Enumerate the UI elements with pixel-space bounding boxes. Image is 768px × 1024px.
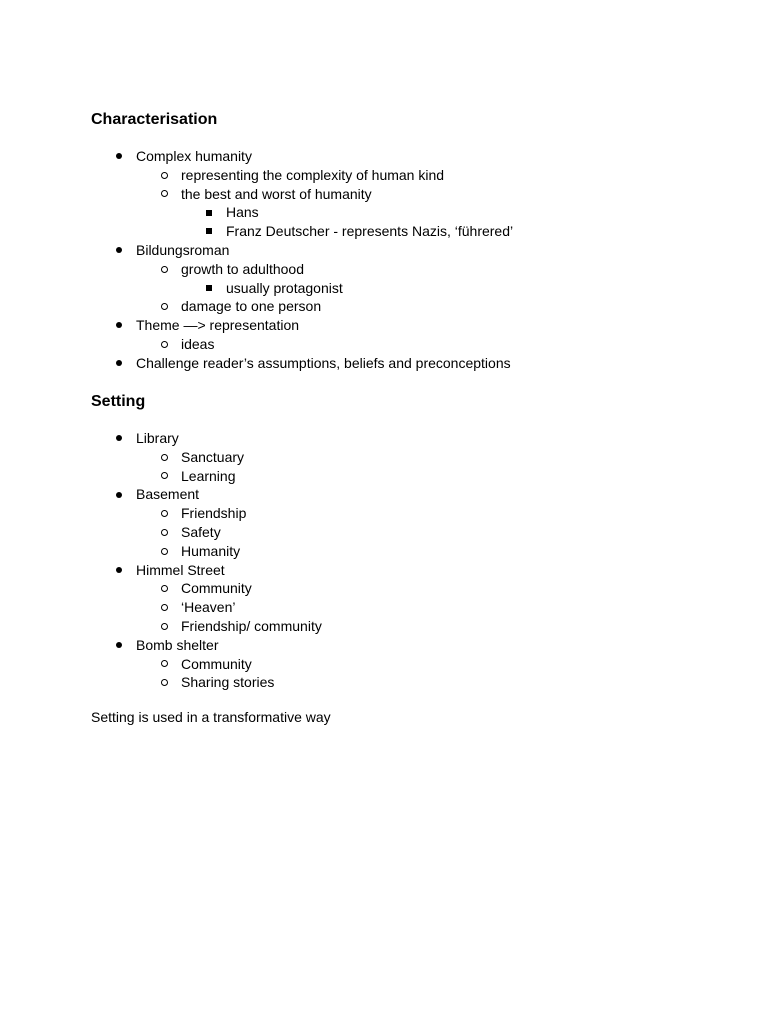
disc-bullet-icon xyxy=(113,636,125,655)
list-item xyxy=(136,467,731,486)
disc-bullet-icon xyxy=(113,429,125,448)
list-item xyxy=(91,561,731,636)
list-item-label: Bildungsroman xyxy=(136,241,230,258)
list-item-label: Theme —> representation xyxy=(136,317,300,334)
circle-bullet-icon xyxy=(158,542,170,561)
circle-bullet-icon xyxy=(158,297,170,316)
list-item xyxy=(136,523,731,542)
square-bullet-icon xyxy=(203,203,215,222)
circle-bullet-icon xyxy=(158,504,170,523)
list-item-label: Community xyxy=(181,655,252,672)
list-item xyxy=(181,203,731,222)
circle-bullet-icon xyxy=(158,673,170,692)
square-bullet-icon xyxy=(203,279,215,298)
list-item xyxy=(91,429,731,485)
list-item xyxy=(136,448,731,467)
list-item-label: Friendship/ community xyxy=(181,617,322,634)
list-item xyxy=(91,636,731,692)
circle-bullet-icon xyxy=(158,617,170,636)
circle-bullet-icon xyxy=(158,260,170,279)
heading-setting: Setting xyxy=(91,393,146,410)
list-item-label: ‘Heaven’ xyxy=(181,599,236,616)
list-item xyxy=(91,147,731,241)
circle-bullet-icon xyxy=(158,523,170,542)
circle-bullet-icon xyxy=(158,335,170,354)
circle-bullet-icon xyxy=(158,467,170,486)
list-item-label: Learning xyxy=(181,467,236,484)
list-item-label: Challenge reader’s assumptions, beliefs and preconceptions xyxy=(136,354,511,371)
list-item-label: Hans xyxy=(226,204,259,221)
list-item-label: ideas xyxy=(181,335,215,352)
heading-characterisation: Characterisation xyxy=(91,111,218,128)
list-item-label: Franz Deutscher - represents Nazis, ‘führered’ xyxy=(226,223,514,240)
list-item-label: the best and worst of humanity xyxy=(181,185,372,202)
disc-bullet-icon xyxy=(113,241,125,260)
circle-bullet-icon xyxy=(158,579,170,598)
list-item-label: Himmel Street xyxy=(136,561,225,578)
list-item xyxy=(136,185,731,241)
list-item xyxy=(136,579,731,598)
list-item-label: Complex humanity xyxy=(136,148,252,164)
disc-bullet-icon xyxy=(113,485,125,504)
list-item xyxy=(136,598,731,617)
list-item-label: Sharing stories xyxy=(181,674,275,691)
list-item-label: Library xyxy=(136,430,179,446)
disc-bullet-icon xyxy=(113,316,125,335)
list-item xyxy=(136,335,731,354)
list-item-label: Humanity xyxy=(181,542,241,559)
list-item-label: representing the complexity of human kind xyxy=(181,166,445,183)
disc-bullet-icon xyxy=(113,354,125,373)
disc-bullet-icon xyxy=(113,561,125,580)
circle-bullet-icon xyxy=(158,185,170,204)
list-item-label: Bomb shelter xyxy=(136,636,219,653)
circle-bullet-icon xyxy=(158,655,170,674)
list-item xyxy=(136,673,731,692)
square-bullet-icon xyxy=(203,222,215,241)
list-item-label: damage to one person xyxy=(181,298,322,315)
list-item xyxy=(136,297,731,316)
closing-note: Setting is used in a transformative way xyxy=(91,709,331,725)
list-item-label: Safety xyxy=(181,523,221,540)
list-item-label: Friendship xyxy=(181,505,247,522)
circle-bullet-icon xyxy=(158,448,170,467)
list-item xyxy=(136,655,731,674)
list-item xyxy=(136,166,731,185)
list-item xyxy=(91,316,731,354)
disc-bullet-icon xyxy=(113,147,125,166)
list-item xyxy=(136,260,731,298)
list-item-label: Sanctuary xyxy=(181,448,245,465)
list-item xyxy=(181,279,731,298)
list-item-label: usually protagonist xyxy=(226,279,343,296)
list-item xyxy=(91,485,731,560)
list-item-label: Basement xyxy=(136,486,200,503)
characterisation-list xyxy=(91,147,731,373)
circle-bullet-icon xyxy=(158,598,170,617)
list-item xyxy=(91,241,731,316)
list-item-label: growth to adulthood xyxy=(181,260,304,277)
list-item xyxy=(136,504,731,523)
list-item xyxy=(136,617,731,636)
list-item xyxy=(181,222,731,241)
list-item xyxy=(91,354,731,373)
list-item-label: Community xyxy=(181,580,252,597)
list-item xyxy=(136,542,731,561)
circle-bullet-icon xyxy=(158,166,170,185)
setting-list xyxy=(91,429,731,692)
